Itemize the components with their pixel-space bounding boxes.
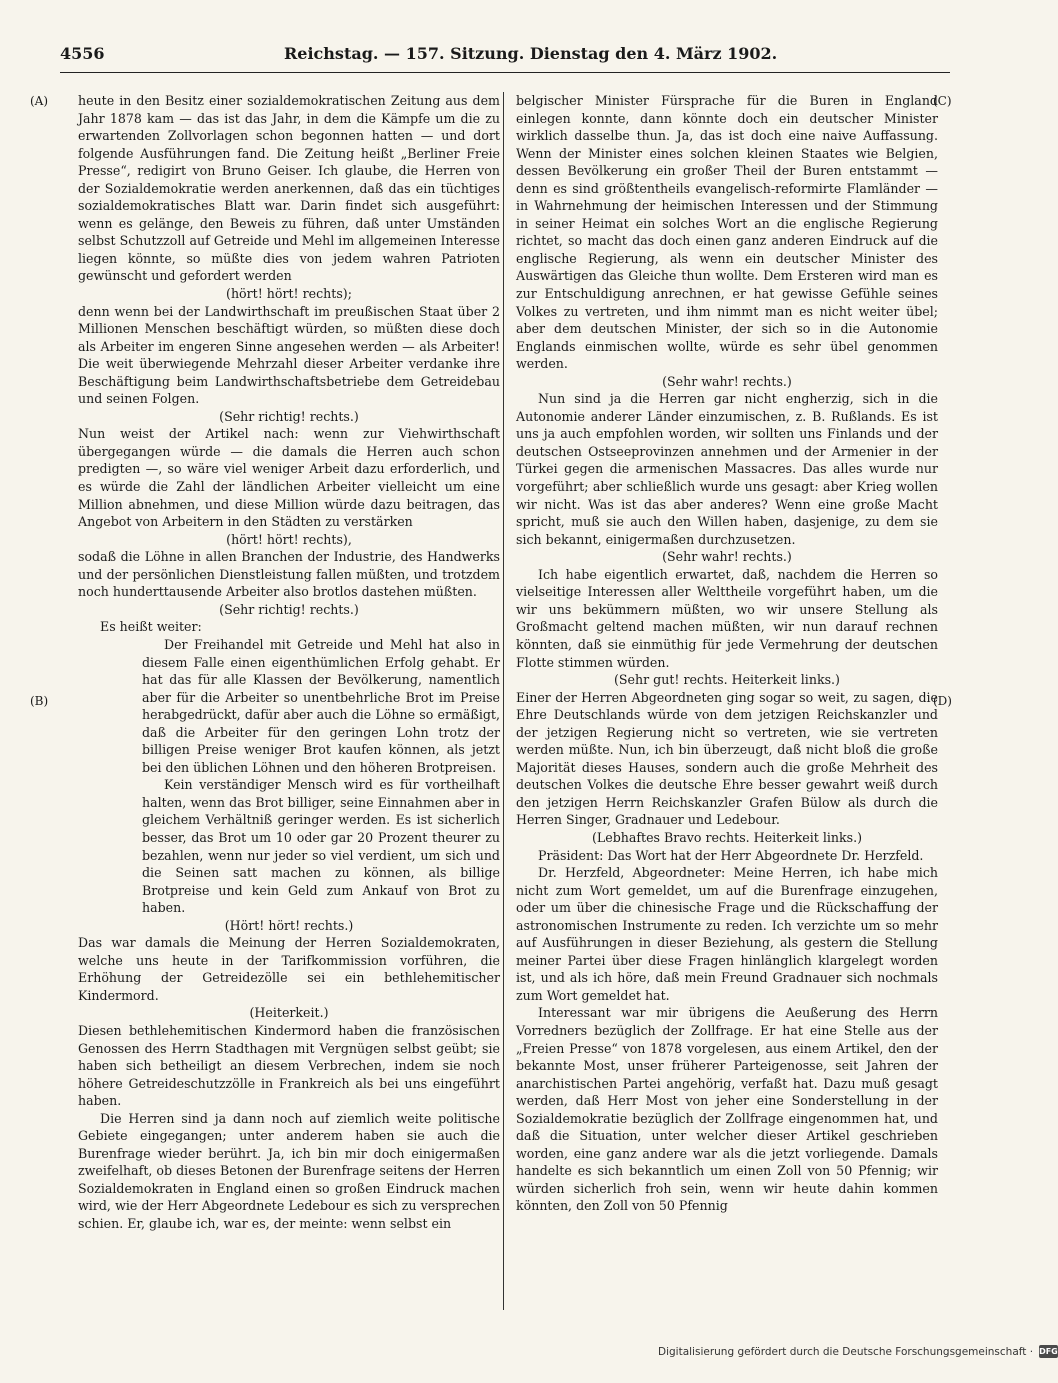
margin-marker-b: (B) xyxy=(30,694,49,708)
margin-marker-c: (C) xyxy=(933,94,952,108)
left-column-paragraph: (Sehr richtig! rechts.) xyxy=(219,601,359,617)
header-rule xyxy=(60,72,950,73)
left-column-paragraph: Das war damals die Meinung der Herren Sozialdemokraten, welche uns heute in der Tarifkommission vorführen, die Erhöhung der Getreidezölle sei ein bethlehemitischer Kindermord. xyxy=(78,935,500,1003)
left-column-paragraph: Es heißt weiter: xyxy=(100,619,202,635)
left-column-paragraph: (Sehr richtig! rechts.) xyxy=(219,408,359,424)
left-column xyxy=(78,92,500,1233)
right-column-paragraph: Ich habe eigentlich erwartet, daß, nachdem die Herren so vielseitige Interessen aller Welttheile vorgeführt haben, um die wir uns bekümmern müßten, wo wir unsere Stellung als Großmacht geltend machen müßten, wir nun darauf rechnen könnten, daß sie einmüthig für jede Vermehrung der deutschen Flotte stimmen würden. xyxy=(516,566,938,670)
left-column-paragraph: (Hört! hört! rechts.) xyxy=(224,917,354,933)
page-number: 4556 xyxy=(60,44,105,63)
page-header xyxy=(60,44,940,68)
right-column-paragraph: (Lebhaftes Bravo rechts. Heiterkeit links.) xyxy=(591,829,863,845)
right-column-paragraph: Präsident: Das Wort hat der Herr Abgeordnete Dr. Herzfeld. xyxy=(538,847,924,863)
right-column-paragraph: Dr. Herzfeld, Abgeordneter: Meine Herren, ich habe mich nicht zum Wort gemeldet, um auf die Burenfrage einzugehen, oder um über die chinesische Frage und die Rückschaffung der astronomischen Instrumente zu reden. Ich verzichte um so mehr auf Ausführungen in dieser Beziehung, als gestern die Stellung meiner Partei über diese Fragen hinlänglich klargelegt worden ist, und als ich höre, daß mein Freund Gradnauer sich nochmals zum Wort gemeldet hat. xyxy=(516,865,938,1003)
left-column-paragraph: Diesen bethlehemitischen Kindermord haben die französischen Genossen des Herrn Stadthagen mit Vergnügen selbst geübt; sie haben sich betheiligt an diesem Verbrechen, indem sie noch höhere Getreideschutzzölle in Frankreich als bei uns eingeführt haben. xyxy=(78,1022,500,1109)
margin-marker-d: (D) xyxy=(933,694,952,708)
right-column xyxy=(516,92,938,1215)
right-column-paragraph: Interessant war mir übrigens die Aeußerung des Herrn Vorredners bezüglich der Zollfrage. Er hat eine Stelle aus der „Freien Presse“ von 1878 vorgelesen, aus einem Artikel, den der bekannte Most, unser früherer Parteigenosse, seit Jahren der anarchistischen Partei angehörig, verfaßt hat. Dazu muß gesagt werden, daß Herr Most von jeher eine Sonderstellung in der Sozialdemokratie bezüglich der Zollfrage eingenommen hat, und daß die Situation, unter welcher dieser Artikel geschrieben worden, eine ganz andere war als die jetzt vorliegende. Damals handelte es sich bekanntlich um einen Zoll von 50 Pfennig; wir würden sicherlich froh sein, wenn wir heute dahin kommen könnten, den Zoll von 50 Pfennig xyxy=(516,1005,938,1214)
left-column-paragraph: (hört! hört! rechts), xyxy=(226,531,352,547)
left-column-paragraph: Die Herren sind ja dann noch auf ziemlich weite politische Gebiete eingegangen; unter anderem haben sie auch die Burenfrage wieder berührt. Ja, ich bin mir doch einigermaßen zweifelhaft, ob dieses Betonen der Burenfrage seitens der Herren Sozialdemokraten in England einen so großen Eindruck machen wird, wie der Herr Abgeordnete Ledebour es sich zu versprechen schien. Er, glaube ich, war es, der meinte: wenn selbst ein xyxy=(78,1110,500,1231)
left-column-paragraph: (hört! hört! rechts); xyxy=(226,286,352,302)
right-column-paragraph: belgischer Minister Fürsprache für die Buren in England einlegen konnte, dann könnte doch ein deutscher Minister wirklich dasselbe thun. Ja, das ist doch eine naive Auffassung. Wenn der Minister eines solchen kleinen Staates wie Belgien, dessen Bevölkerung ein großer Theil der Buren entstammt — denn es sind größtentheils evangelisch-reformirte Flamländer — in Wahrnehmung der heimischen Interessen und der Stimmung in seiner Heimat ein solches Wort an die englische Regierung richtet, so macht das doch einen ganz anderen Eindruck auf die englische Regierung, als wenn ein deutscher Minister des Auswärtigen das Gleiche thun wollte. Dem Ersteren wird man es zur Entschuldigung anrechnen, er hat gewisse Gefühle seines Volkes zu vertreten, und ihm nimmt man es nicht weiter übel; aber dem deutschen Minister, der sich so in die Autonomie Englands einmischen wollte, würde es sehr übel genommen werden. xyxy=(516,93,938,372)
left-column-paragraph: Nun weist der Artikel nach: wenn zur Viehwirthschaft übergegangen würde — die damals die Herren auch schon predigten —, so wäre viel weniger Arbeit dazu erforderlich, und es würde die Zahl der ländlichen Arbeiter vielleicht um eine Million abnehmen, und diese Million würde dazu beitragen, das Angebot von Arbeitern in den Städten zu verstärken xyxy=(78,426,500,530)
left-column-paragraph: heute in den Besitz einer sozialdemokratischen Zeitung aus dem Jahr 1878 kam — das ist das Jahr, in dem die Kämpfe um die zu erwartenden Zollvorlagen schon begonnen hatten — und dort folgende Ausführungen fand. Die Zeitung heißt „Berliner Freie Presse“, redigirt von Bruno Geiser. Ich glaube, die Herren von der Sozialdemokratie werden anerkennen, daß das ein tüchtiges sozialdemokratisches Blatt war. Darin findet sich ausgeführt: wenn es gelänge, den Beweis zu führen, daß unter Umständen selbst Schutzzoll auf Getreide und Mehl im allgemeinen Interesse liegen könnte, so müßte dies von jedem wahren Patrioten gewünscht und gefordert werden xyxy=(78,93,500,284)
left-column-paragraph: sodaß die Löhne in allen Branchen der Industrie, des Handwerks und der persönlichen Dienstleistung fallen müßten, und trotzdem noch hunderttausende Arbeiter also brotlos dastehen müßten. xyxy=(78,549,500,600)
right-column-paragraph: (Sehr wahr! rechts.) xyxy=(662,373,792,389)
right-column-paragraph: (Sehr gut! rechts. Heiterkeit links.) xyxy=(614,672,840,688)
right-column-paragraph: Nun sind ja die Herren gar nicht engherzig, sich in die Autonomie anderer Länder einzumischen, z. B. Rußlands. Es ist uns ja auch empfohlen worden, wir sollten uns Finlands und der deutschen Ostseeprovinzen annehmen und der Armenier in der Türkei gegen die armenischen Massacres. Das alles wurde nur vorgeführt; aber schließlich wurde uns gesagt: aber Krieg wollen wir nicht. Was ist das aber anderes? Wenn eine große Macht spricht, muß sie auch den Willen haben, dasjenige, zu dem sie sich bekannt, einigermaßen durchzusetzen. xyxy=(516,391,938,547)
page-footer xyxy=(658,1345,1058,1358)
funding-note: Digitalisierung gefördert durch die Deutsche Forschungsgemeinschaft · xyxy=(658,1345,1034,1358)
margin-marker-a: (A) xyxy=(30,94,49,108)
left-column-paragraph: denn wenn bei der Landwirthschaft im preußischen Staat über 2 Millionen Menschen beschäftigt würden, so müßten diese doch als Arbeiter im engeren Sinne angesehen werden — als Arbeiter! Die weit überwiegende Mehrzahl dieser Arbeiter verdanke ihre Beschäftigung beim Landwirthschaftsbetriebe dem Getreidebau und seinen Folgen. xyxy=(78,303,500,407)
left-column-paragraph: Kein verständiger Mensch wird es für vortheilhaft halten, wenn das Brot billiger, seine Einnahmen aber in gleichem Verhältniß geringer werden. Es ist sicherlich besser, das Brot um 10 oder gar 20 Prozent theurer zu bezahlen, wenn nur jeder so viel verdient, um sich und die Seinen satt machen zu können, als billige Brotpreise und kein Geld zum Ankauf von Brot zu haben. xyxy=(142,777,500,916)
dfg-logo-icon: DFG xyxy=(1039,1347,1058,1356)
left-column-paragraph: Der Freihandel mit Getreide und Mehl hat also in diesem Falle einen eigenthümlichen Erfolg gehabt. Er hat das für alle Klassen der Bevölkerung, namentlich aber für die Arbeiter so unentbehrliche Brot im Preise herabgedrückt, dafür aber auch die Löhne so ermäßigt, daß die Arbeiter für den geringen Lohn trotz der billigen Preise weniger Brot kaufen können, als jetzt bei den üblichen Löhnen und den höheren Brotpreisen. xyxy=(142,636,500,775)
left-column-paragraph: (Heiterkeit.) xyxy=(249,1005,329,1021)
column-divider xyxy=(503,92,504,1310)
right-column-paragraph: (Sehr wahr! rechts.) xyxy=(662,549,792,565)
right-column-paragraph: Einer der Herren Abgeordneten ging sogar so weit, zu sagen, die Ehre Deutschlands würde von dem jetzigen Reichskanzler und der jetzigen Regierung nicht so vertreten, wie sie vertreten werden müßte. Nun, ich bin überzeugt, daß nicht bloß die große Majorität dieses Hauses, sondern auch die große Mehrheit des deutschen Volkes die deutsche Ehre besser gewahrt weiß durch den jetzigen Herrn Reichskanzler Grafen Bülow als durch die Herren Singer, Gradnauer und Ledebour. xyxy=(516,689,938,828)
running-title: Reichstag. — 157. Sitzung. Dienstag den 4. März 1902. xyxy=(284,44,778,63)
